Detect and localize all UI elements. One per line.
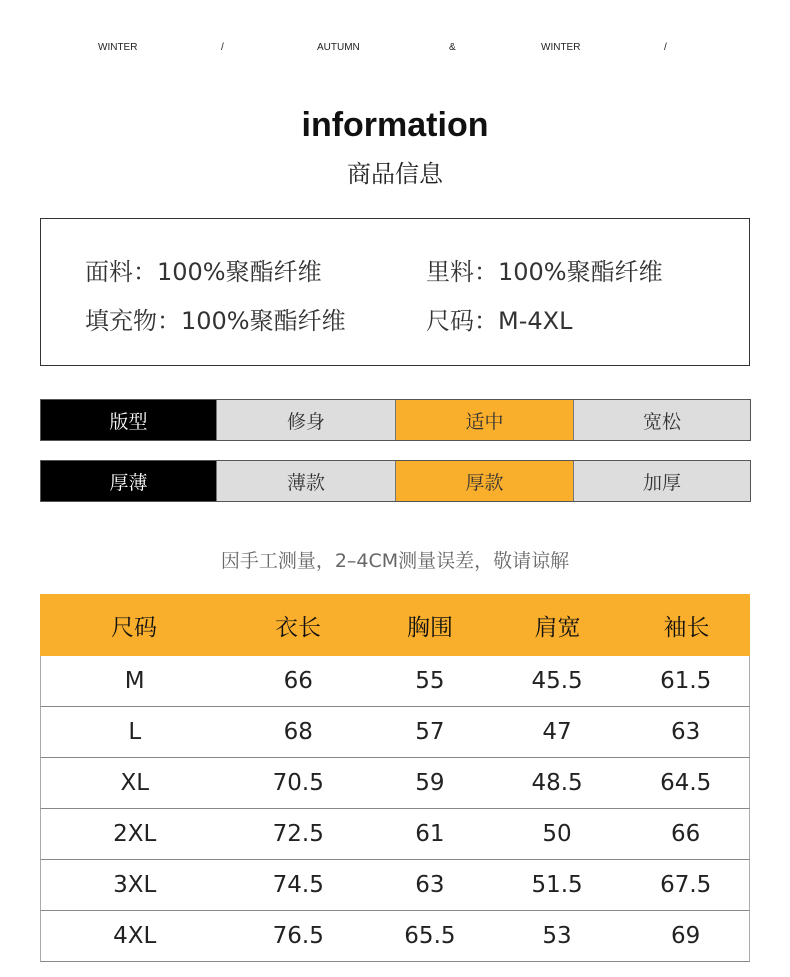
table-cell: 3XL xyxy=(113,872,157,898)
table-cell: 70.5 xyxy=(272,770,324,796)
table-cell: 74.5 xyxy=(272,872,324,898)
table-row xyxy=(40,911,750,962)
table-cell: L xyxy=(128,719,142,745)
page-subtitle: 商品信息 xyxy=(347,160,443,188)
table-cell: 72.5 xyxy=(272,821,324,847)
header-cell: 尺码 xyxy=(111,614,157,641)
table-row xyxy=(40,656,750,707)
table-cell: 48.5 xyxy=(531,770,583,796)
table-cell: 76.5 xyxy=(272,923,324,949)
fit-option: 宽松 xyxy=(573,400,750,440)
size-table-header xyxy=(40,594,750,656)
fabric-info: 面料：100%聚酯纤维 xyxy=(85,258,322,286)
table-cell: 63 xyxy=(415,872,445,898)
table-cell: 64.5 xyxy=(660,770,712,796)
table-cell: 4XL xyxy=(113,923,157,949)
table-row xyxy=(40,707,750,758)
season-separator: / xyxy=(664,42,667,53)
season-separator: / xyxy=(221,42,224,53)
fit-label: 版型 xyxy=(41,400,216,440)
table-cell: 67.5 xyxy=(660,872,712,898)
thickness-label: 厚薄 xyxy=(41,461,216,501)
size-table xyxy=(40,594,750,962)
table-cell: 69 xyxy=(671,923,701,949)
table-row xyxy=(40,758,750,809)
table-row xyxy=(40,860,750,911)
measurement-note: 因手工测量，2–4CM测量误差，敬请谅解 xyxy=(220,550,570,572)
table-cell: 61.5 xyxy=(660,668,712,694)
size-range-info: 尺码：M-4XL xyxy=(426,307,573,335)
table-cell: 59 xyxy=(415,770,445,796)
header-cell: 肩宽 xyxy=(534,614,581,641)
season-word: WINTER xyxy=(98,42,138,53)
fit-scale xyxy=(40,399,751,441)
table-cell: 65.5 xyxy=(404,923,456,949)
thickness-option: 薄款 xyxy=(216,461,395,501)
table-cell: 66 xyxy=(283,668,313,694)
header-cell: 袖长 xyxy=(663,614,710,641)
table-cell: 51.5 xyxy=(531,872,583,898)
season-bar xyxy=(0,42,790,56)
page-title: information xyxy=(301,106,489,144)
fit-option: 修身 xyxy=(216,400,395,440)
header-cell: 衣长 xyxy=(275,614,321,641)
table-cell: 63 xyxy=(671,719,701,745)
season-word: AUTUMN xyxy=(317,42,360,53)
filling-info: 填充物：100%聚酯纤维 xyxy=(85,307,346,335)
table-cell: 57 xyxy=(415,719,445,745)
table-cell: M xyxy=(124,668,145,694)
thickness-option: 加厚 xyxy=(573,461,750,501)
table-cell: 47 xyxy=(542,719,572,745)
thickness-option: 厚款 xyxy=(395,461,573,501)
table-cell: 68 xyxy=(283,719,313,745)
table-cell: 50 xyxy=(542,821,572,847)
table-row xyxy=(40,809,750,860)
table-cell: 55 xyxy=(415,668,445,694)
table-cell: 61 xyxy=(415,821,445,847)
season-separator: & xyxy=(449,42,456,53)
table-cell: 66 xyxy=(671,821,701,847)
table-cell: 53 xyxy=(542,923,572,949)
header-cell: 胸围 xyxy=(407,614,453,641)
lining-info: 里料：100%聚酯纤维 xyxy=(426,258,663,286)
thickness-scale xyxy=(40,460,751,502)
table-cell: XL xyxy=(120,770,150,796)
fit-option: 适中 xyxy=(395,400,573,440)
table-cell: 45.5 xyxy=(531,668,583,694)
table-cell: 2XL xyxy=(113,821,157,847)
season-word: WINTER xyxy=(541,42,581,53)
product-info-box xyxy=(40,218,750,366)
